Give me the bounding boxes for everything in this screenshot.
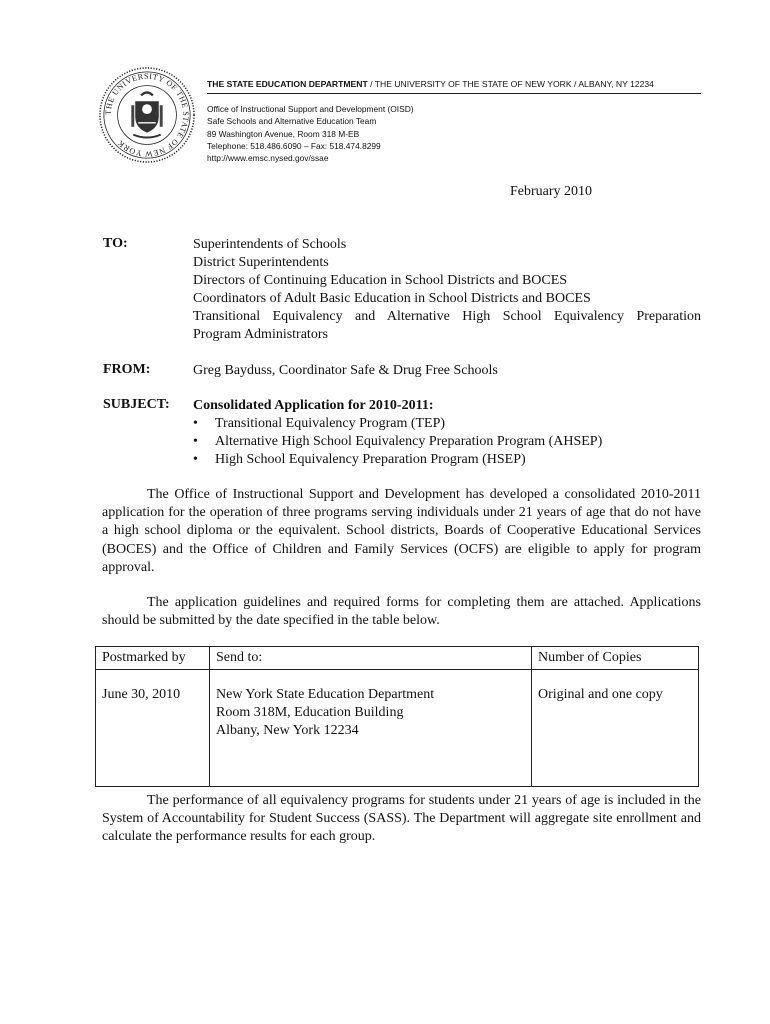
recipient-line: Coordinators of Adult Basic Education in School Districts and BOCES	[193, 291, 591, 306]
body-paragraph-3: The performance of all equivalency programs for students under 21 years of age is included in the System of Accountability for Student Success (SASS). The Department will aggregate site enrollment and calculate the performance results for each group.	[102, 793, 701, 845]
street-address: 89 Washington Avenue, Room 318 M-EB	[207, 128, 360, 139]
to-recipients	[193, 236, 701, 344]
seal-ring-text: THE UNIVERSITY OF THE STATE OF NEW YORK	[103, 71, 191, 159]
from-value: Greg Bayduss, Coordinator Safe & Drug Free Schools	[193, 363, 498, 378]
header-copies: Number of Copies	[532, 647, 699, 670]
program-item: • Transitional Equivalency Program (TEP)	[193, 415, 701, 433]
team-name: Safe Schools and Alternative Education Team	[207, 116, 377, 127]
department-name: THE STATE EDUCATION DEPARTMENT	[207, 79, 368, 89]
from-label: FROM:	[103, 362, 151, 377]
address-line: Albany, New York 12234	[216, 723, 359, 738]
recipient-line: Superintendents of Schools	[193, 237, 347, 252]
memo-date: February 2010	[510, 184, 593, 199]
subject-label: SUBJECT:	[103, 397, 170, 412]
cell-send-to-address	[210, 670, 532, 787]
cell-number-of-copies: Original and one copy	[532, 670, 699, 787]
submission-table	[95, 646, 699, 787]
address-line: Room 318M, Education Building	[216, 705, 404, 720]
table-header-row	[96, 647, 699, 670]
program-item: • Alternative High School Equivalency Preparation Program (AHSEP)	[193, 433, 701, 451]
letterhead	[207, 78, 701, 164]
table-row	[96, 670, 699, 787]
letterhead-department-line	[207, 78, 701, 94]
header-send-to: Send to:	[210, 647, 532, 670]
letterhead-contact	[207, 103, 701, 164]
website-link[interactable]: http://www.emsc.nysed.gov/ssae	[207, 153, 329, 164]
office-name: Office of Instructional Support and Development (OISD)	[207, 104, 414, 114]
body-paragraph-1: The Office of Instructional Support and Development has developed a consolidated 2010-2011 application for the operation of three programs serving individuals under 21 years of age that do not have a high school diploma or the equivalent. School districts, Boards of Cooperative Educational Services (BOCES) and the Office of Children and Family Services (OCFS) are eligible to apply for program approval.	[102, 487, 701, 575]
recipient-line: Program Administrators	[193, 327, 328, 342]
subject-program-list	[193, 415, 701, 469]
program-item: • High School Equivalency Preparation Program (HSEP)	[193, 451, 701, 469]
university-address: / THE UNIVERSITY OF THE STATE OF NEW YORK / ALBANY, NY 12234	[367, 79, 654, 89]
header-postmarked: Postmarked by	[96, 647, 210, 670]
recipient-line: Directors of Continuing Education in School Districts and BOCES	[193, 273, 568, 288]
cell-postmarked-date: June 30, 2010	[96, 670, 210, 787]
state-education-department-seal	[98, 66, 196, 164]
body-paragraph-2: The application guidelines and required forms for completing them are attached. Applications should be submitted by the date specified in the table below.	[102, 595, 701, 629]
address-line: New York State Education Department	[216, 687, 435, 702]
subject-block	[193, 397, 701, 469]
to-label: TO:	[103, 236, 128, 251]
recipient-line: District Superintendents	[193, 255, 329, 270]
recipient-line: Transitional Equivalency and Alternative High School Equivalency Preparation	[193, 309, 701, 324]
phone-fax: Telephone: 518.486.6090 – Fax: 518.474.8299	[207, 140, 381, 151]
subject-title: Consolidated Application for 2010-2011:	[193, 398, 434, 413]
